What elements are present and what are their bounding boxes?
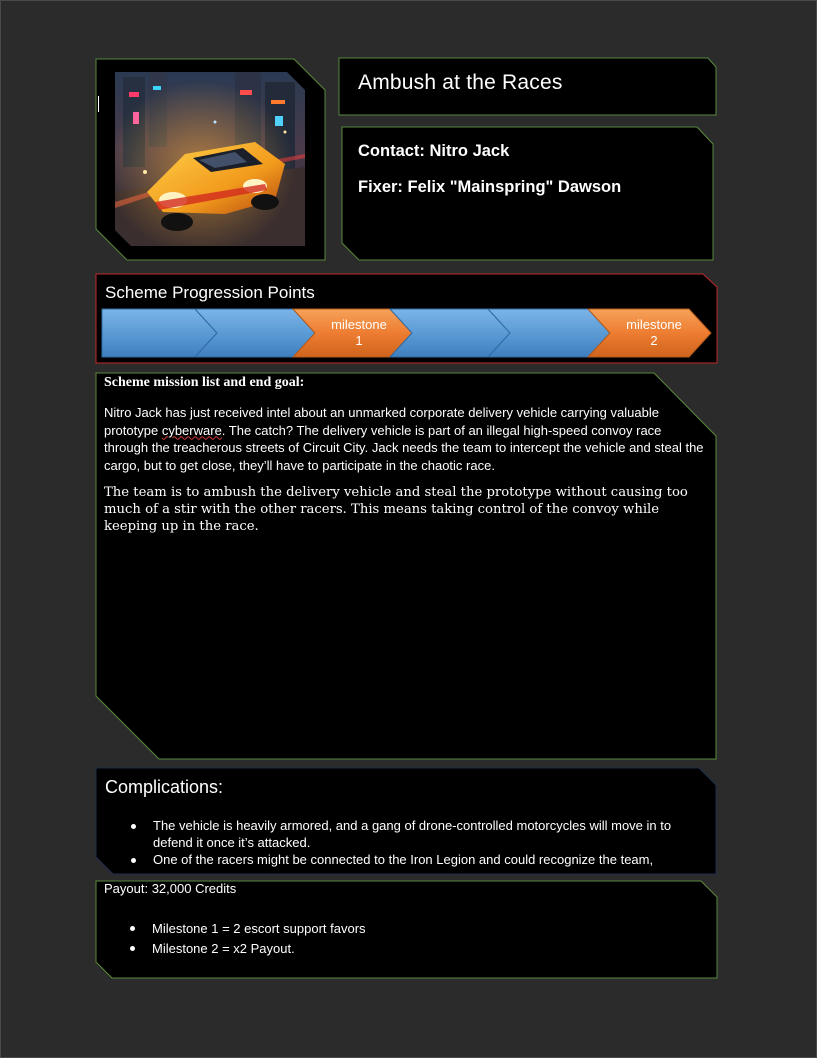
list-item: The vehicle is heavily armored, and a gang of drone-controlled motorcycles will move in to defend it once it’s attacked.: [131, 817, 701, 851]
mission-paragraph-2: The team is to ambush the delivery vehicle and steal the prototype without causing too much of a stir with the other racers. This means taking control of the convoy while keeping up in the race.: [104, 485, 688, 535]
milestone-1-text: milestone: [331, 317, 387, 332]
payout-heading: Payout: 32,000 Credits: [104, 881, 237, 896]
scheme-title-card: [338, 57, 717, 116]
milestone-1-label: [314, 317, 404, 349]
payout-list: [130, 919, 366, 959]
progression-card: [95, 273, 718, 364]
list-item: One of the racers might be connected to the Iron Legion and could recognize the team,: [131, 851, 701, 868]
spellcheck-flagged-word: cyberware: [161, 422, 222, 438]
complications-card: [95, 767, 717, 875]
complications-heading: Complications:: [105, 777, 224, 797]
mission-card: [95, 372, 717, 760]
complications-list: [131, 817, 701, 868]
milestone-1-number: 1: [355, 333, 363, 348]
contact-name: Contact: Nitro Jack: [358, 142, 510, 160]
race-car-image: [115, 72, 305, 246]
scheme-image-card: [95, 58, 326, 261]
chevron-step-1: [102, 309, 217, 357]
progression-heading: Scheme Progression Points: [105, 283, 315, 302]
list-item: Milestone 2 = x2 Payout.: [130, 939, 366, 959]
milestone-2-label: [609, 317, 699, 349]
milestone-2-number: 2: [650, 333, 658, 348]
payout-card: [95, 880, 718, 979]
milestone-2-text: milestone: [626, 317, 682, 332]
mission-paragraph-1: Nitro Jack has just received intel about an unmarked corporate delivery vehicle carrying valuable prototype cyberware. The catch? The delivery vehicle is part of an illegal high-speed convoy race through the treacherous streets of Circuit City. Jack needs the team to intercept the vehicle and steal the cargo, but to get close, they’ll have to participate in the chaotic race.: [104, 405, 704, 473]
scheme-title: Ambush at the Races: [358, 71, 563, 94]
contact-card: [341, 126, 714, 261]
fixer-name: Fixer: Felix "Mainspring" Dawson: [358, 178, 622, 196]
list-item: Milestone 1 = 2 escort support favors: [130, 919, 366, 939]
mission-heading: Scheme mission list and end goal:: [104, 375, 305, 390]
text-cursor: [98, 96, 99, 112]
